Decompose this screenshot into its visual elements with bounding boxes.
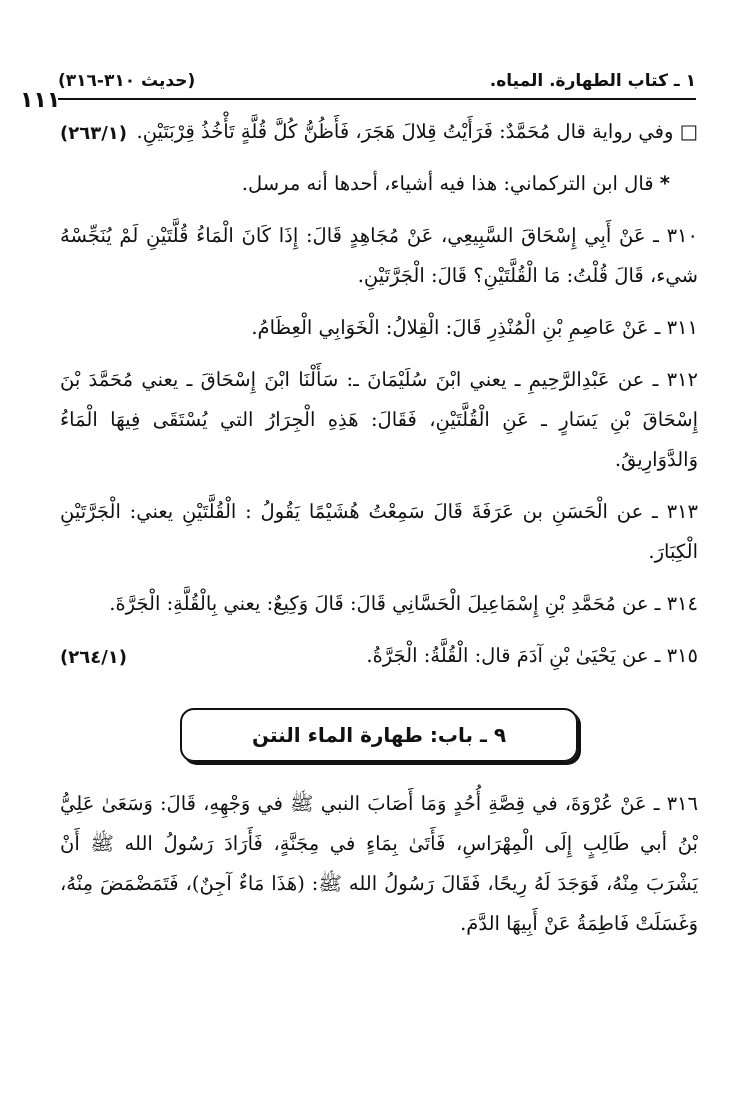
asterisk-marker-icon: * bbox=[659, 172, 670, 195]
narration-text: وفي رواية قال مُحَمَّدٌ: فَرَأَيْتُ قِلالَ هَجَرَ، فَأَظُنُّ كُلَّ قُلَّةٍ تَأْخُذُ قِرْبَتَيْنِ. bbox=[136, 120, 674, 143]
page-body bbox=[60, 112, 698, 956]
page-number: ١١١ bbox=[20, 88, 61, 113]
hadith-311: ٣١١ ـ عَنْ عَاصِمِ بْنِ الْمُنْذِرِ قَالَ: الْقِلالُ: الْخَوَابِي الْعِظَامُ. bbox=[251, 316, 698, 339]
hadith-315 bbox=[60, 636, 698, 676]
hadith-312: ٣١٢ ـ عن عَبْدِالرَّحِيمِ ـ يعني ابْنَ سُلَيْمَانَ ـ: سَأَلْنَا ابْنَ إِسْحَاقَ ـ يعني مُحَمَّدَ بْنَ إِسْحَاقَ بْنِ يَسَارٍ ـ عَنِ الْقُلَّتَيْنِ، فَقَالَ: هَذِهِ الْجِرَارُ التي يُسْتَقَى فِيهَا الْمَاءُ وَالدَّوَارِيقُ. bbox=[60, 368, 698, 471]
narration-variant bbox=[60, 112, 698, 152]
header-divider bbox=[58, 98, 696, 100]
chapter-heading: ١ ـ كتاب الطهارة. المياه. bbox=[489, 71, 696, 91]
hadith-316: ٣١٦ ـ عَنْ عُرْوَةَ، في قِصَّةِ أُحُدٍ وَمَا أَصَابَ النبي ﷺ في وَجْهِهِ، قَالَ: وَسَعَىٰ عَلِيُّ بْنُ أبي طَالِبٍ إِلَى الْمِهْرَاسِ، فَأَتَىٰ بِمَاءٍ في مِجَنَّةٍ، فَأَرَادَ رَسُولُ الله ﷺ أَنْ يَشْرَبَ مِنْهُ، فَوَجَدَ لَهُ رِيحًا، فَقَالَ رَسُولُ الله ﷺ: (هَذَا مَاءٌ آجِنٌ)، فَتَمَضْمَضَ مِنْهُ، وَغَسَلَتْ فَاطِمَةُ عَنْ أَبِيهَا الدَّمَ. bbox=[60, 792, 698, 935]
hadith-range: (حديث ٣١٠-٣١٦) bbox=[58, 71, 196, 91]
volume-page-ref: (٢٦٤/١) bbox=[60, 647, 127, 668]
chapter-title-box bbox=[180, 708, 578, 762]
hadith-313: ٣١٣ ـ عن الْحَسَنِ بن عَرَفَةَ قَالَ سَمِعْتُ هُشَيْمًا يَقُولُ : الْقُلَّتَيْنِ يعني: الْجَرَّتَيْنِ الْكِبَارَ. bbox=[60, 500, 698, 563]
hadith-315-text: ٣١٥ ـ عن يَحْيَىٰ بْنِ آدَمَ قال: الْقُلَّةُ: الْجَرَّةُ. bbox=[366, 644, 698, 667]
hadith-310: ٣١٠ ـ عَنْ أَبِي إِسْحَاقَ السَّبِيعِي، عَنْ مُجَاهِدٍ قَالَ: إِذَا كَانَ الْمَاءُ قُلَّتَيْنِ لَمْ يُنَجِّسْهُ شيء، قَالَ قُلْتُ: مَا الْقُلَّتَيْنِ؟ قَالَ: الْجَرَّتَيْنِ. bbox=[60, 224, 698, 287]
hadith-314: ٣١٤ ـ عن مُحَمَّدِ بْنِ إِسْمَاعِيلَ الْحَسَّانِي قَالَ: قَالَ وَكِيعٌ: يعني بِالْقُلَّةِ: الْجَرَّةَ. bbox=[109, 592, 698, 615]
square-marker-icon: □ bbox=[679, 120, 698, 143]
commentary bbox=[60, 164, 698, 204]
volume-page-ref: (٢٦٣/١) bbox=[60, 123, 127, 144]
chapter-title: ٩ ـ باب: طهارة الماء النتن bbox=[251, 723, 507, 747]
commentary-text: قال ابن التركماني: هذا فيه أشياء، أحدها أنه مرسل. bbox=[241, 172, 654, 195]
running-header bbox=[58, 66, 696, 96]
